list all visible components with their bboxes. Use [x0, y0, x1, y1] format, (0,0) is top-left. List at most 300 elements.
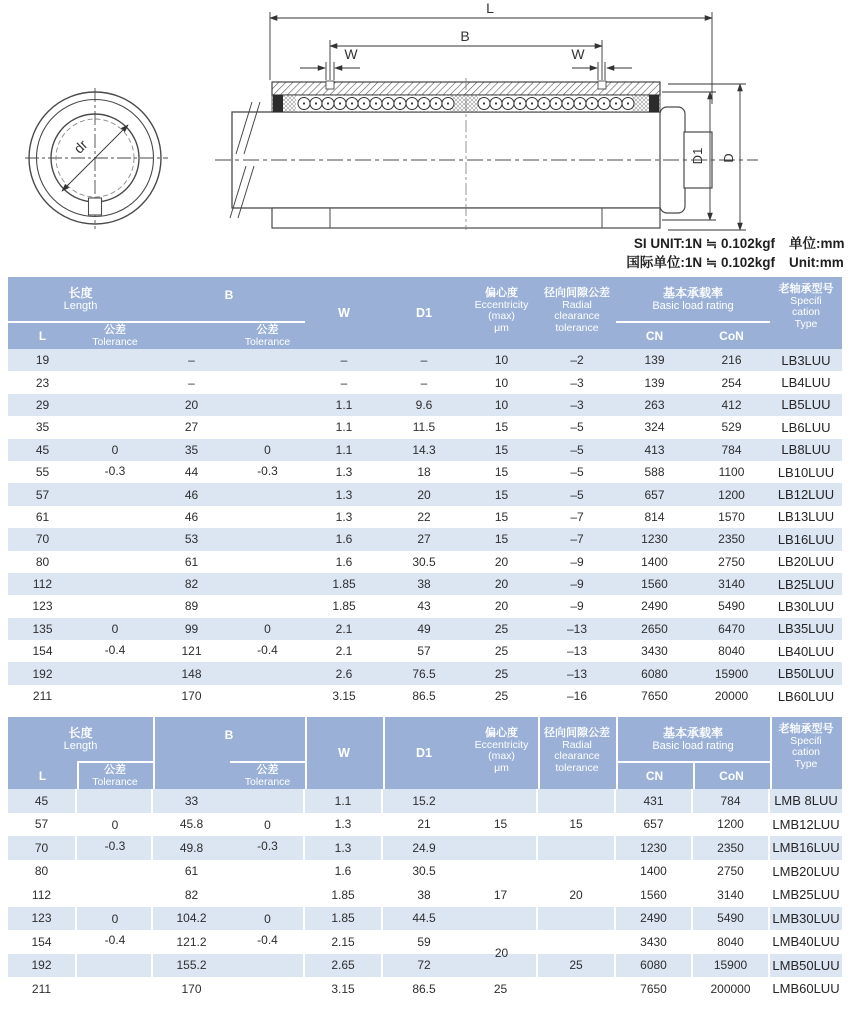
cell-l-tolerance — [77, 394, 153, 416]
cell-b: 82 — [184, 577, 199, 592]
cell-type: LB4LUU — [781, 375, 831, 391]
cell-d1: 30.5 — [412, 864, 436, 879]
cell-w: 1.1 — [335, 397, 353, 412]
cell-b-tolerance — [230, 662, 305, 684]
ball-center-dot — [495, 102, 497, 104]
cell-radial-clearance: –3 — [570, 397, 584, 412]
cell-b: 82 — [184, 887, 199, 902]
cell-l: 211 — [8, 977, 77, 1001]
header-divider — [77, 761, 79, 789]
cell-l: 19 — [35, 353, 50, 368]
cell-b: 121 — [181, 644, 202, 659]
cell-w: 2.15 — [305, 930, 383, 954]
cell-con: 784 — [721, 442, 742, 457]
header-divider — [616, 717, 618, 789]
header-b: B — [224, 728, 234, 742]
cell-l: 154 — [8, 930, 77, 954]
header-con: CoN — [719, 769, 744, 783]
header-l-tolerance: 公差 Tolerance — [92, 764, 138, 788]
cell-b: 148 — [181, 666, 202, 681]
ball-center-dot — [303, 102, 305, 104]
header-con: CoN — [719, 329, 744, 343]
header-eccentricity: 偏心度 Eccentricity (max) μm — [474, 727, 529, 774]
cell-eccentricity: 25 — [494, 644, 509, 659]
cell-b: 99 — [184, 621, 199, 636]
ball-center-dot — [411, 102, 413, 104]
cell-w: 1.1 — [305, 789, 383, 813]
cell-con: 1100 — [718, 465, 745, 480]
ball-center-dot — [627, 102, 629, 104]
cell-w: 3.15 — [305, 977, 383, 1001]
cell-l: 57 — [8, 813, 77, 837]
cell-w: 2.1 — [335, 621, 353, 636]
cell-con: 5490 — [718, 599, 745, 614]
cell-con: 8040 — [718, 644, 745, 659]
table-row — [8, 954, 842, 978]
cell-d1: 24.9 — [412, 840, 436, 855]
cell-b: – — [188, 353, 195, 368]
cell-w: 1.6 — [335, 532, 353, 547]
cell-d1: 20 — [417, 487, 431, 502]
table-row — [8, 528, 842, 550]
table-row — [8, 506, 842, 528]
cell-l-tolerance — [77, 954, 153, 978]
header-l-tolerance: 公差 Tolerance — [92, 324, 138, 348]
cell-b: 33 — [184, 793, 199, 808]
cell-con: 2750 — [718, 554, 745, 569]
dimension-d1-label: D1 — [690, 147, 705, 165]
cell-eccentricity: 25 — [465, 977, 538, 1001]
cell-cn: 3430 — [616, 930, 693, 954]
header-divider — [305, 717, 307, 789]
table-row — [8, 595, 842, 617]
cell-cn: 657 — [616, 813, 693, 837]
cell-cn: 2490 — [641, 599, 668, 614]
cell-d1: – — [420, 353, 428, 368]
dimension-b — [330, 40, 602, 80]
cell-type: LB5LUU — [781, 397, 831, 413]
cell-w: 2.1 — [335, 644, 353, 659]
cell-w: 1.85 — [305, 883, 383, 907]
intl-unit-mm: Unit:mm — [789, 255, 844, 270]
cell-cn: 1560 — [641, 577, 668, 592]
cell-b: 61 — [184, 864, 199, 879]
cell-eccentricity: 25 — [494, 621, 509, 636]
cell-type: LB8LUU — [781, 442, 831, 458]
cell-type: LMB 8LUU — [774, 793, 838, 809]
cell-eccentricity: 20 — [494, 577, 509, 592]
cell-b-tolerance — [230, 883, 305, 907]
cell-con: 1200 — [693, 813, 770, 837]
cell-l: 80 — [35, 554, 50, 569]
cell-eccentricity: 20 — [494, 554, 509, 569]
cell-radial-clearance: –7 — [570, 509, 584, 524]
retaining-ring-notch-left — [326, 81, 334, 89]
cell-cn: 2650 — [641, 621, 668, 636]
cell-d1: 15.2 — [412, 793, 436, 808]
cell-b-tolerance — [230, 551, 305, 573]
cell-cn: 7650 — [616, 977, 693, 1001]
cell-b: 49.8 — [179, 840, 204, 855]
cell-cn: 6080 — [616, 954, 693, 978]
cell-b: 61 — [184, 554, 199, 569]
cell-radial-clearance: –13 — [566, 644, 588, 659]
cell-w: 1.3 — [305, 813, 383, 837]
cell-d1: 22 — [417, 509, 431, 524]
dimension-d-label: D — [721, 153, 736, 163]
cell-l: 192 — [32, 666, 53, 681]
cell-eccentricity: 15 — [494, 420, 509, 435]
cell-eccentricity: 15 — [465, 813, 538, 837]
ball-center-dot — [519, 102, 521, 104]
cell-con: 5490 — [693, 907, 770, 931]
cell-con: 3140 — [718, 577, 745, 592]
cell-w: 3.15 — [332, 689, 356, 704]
cell-radial-clearance — [538, 789, 616, 813]
cell-eccentricity: 20 — [494, 599, 509, 614]
cell-b: – — [188, 375, 195, 390]
cell-b: 46 — [184, 487, 199, 502]
ball-center-dot — [423, 102, 425, 104]
cell-b-tolerance — [230, 394, 305, 416]
cell-eccentricity: 15 — [494, 442, 509, 457]
cell-d1: 38 — [417, 887, 431, 902]
ball-center-dot — [507, 102, 509, 104]
ball-center-dot — [567, 102, 569, 104]
cell-cn: 139 — [644, 375, 665, 390]
cell-type: LB13LUU — [777, 509, 835, 525]
cell-d1: 38 — [417, 577, 431, 592]
dimension-l-label: L — [486, 0, 494, 16]
cell-type: LB10LUU — [777, 464, 835, 480]
cell-w: 1.3 — [335, 465, 353, 480]
cell-l-tolerance — [77, 595, 153, 617]
cell-b-tolerance — [230, 595, 305, 617]
cell-cn: 3430 — [641, 644, 668, 659]
cell-b: 35 — [184, 442, 199, 457]
cell-cn: 2490 — [616, 907, 693, 931]
header-load-rating: 基本承载率 Basic load rating — [652, 286, 734, 312]
cell-con: 2350 — [693, 836, 770, 860]
cell-eccentricity — [465, 836, 538, 860]
cell-type: LMB30LUU — [772, 910, 840, 926]
table-row — [8, 685, 842, 707]
header-cn: CN — [645, 329, 664, 343]
cell-con: 784 — [693, 789, 770, 813]
cell-radial-clearance: –3 — [570, 375, 584, 390]
header-l: L — [38, 769, 47, 783]
header-radial-clearance: 径向间隙公差 Radial clearance tolerance — [544, 727, 610, 774]
cell-l: 112 — [8, 883, 77, 907]
tolerance-value: 0 -0.4 — [104, 912, 126, 947]
lb-table — [8, 277, 842, 707]
si-unit-mm: 单位:mm — [789, 236, 845, 251]
cell-l: 123 — [8, 907, 77, 931]
cell-l: 192 — [8, 954, 77, 978]
cell-cn: 1400 — [641, 554, 668, 569]
table-row — [8, 573, 842, 595]
cell-cn: 1230 — [641, 532, 668, 547]
cell-radial-clearance: –13 — [566, 666, 588, 681]
cell-type: LB3LUU — [781, 352, 831, 368]
header-w: W — [338, 746, 350, 760]
cell-w: 1.6 — [335, 554, 353, 569]
cell-cn: 431 — [616, 789, 693, 813]
header-b-tolerance: 公差 Tolerance — [244, 324, 291, 348]
cell-b: 20 — [184, 397, 199, 412]
cell-eccentricity — [465, 860, 538, 884]
cell-type: LMB40LUU — [772, 934, 840, 950]
cell-w: – — [340, 353, 348, 368]
cell-eccentricity: 25 — [494, 689, 509, 704]
cell-l: 55 — [35, 465, 50, 480]
ball-center-dot — [447, 102, 449, 104]
cell-d1: 86.5 — [412, 981, 436, 996]
unit-note-intl — [626, 253, 845, 272]
cell-con: 15900 — [714, 666, 749, 681]
cell-w: – — [340, 375, 348, 390]
cell-type: LB6LUU — [781, 419, 831, 435]
ball-center-dot — [531, 102, 533, 104]
cell-radial-clearance: –2 — [570, 353, 584, 368]
cell-l-tolerance — [77, 528, 153, 550]
seal-left — [273, 95, 283, 112]
ball-center-dot — [363, 102, 365, 104]
cell-b-tolerance — [230, 860, 305, 884]
cell-l: 23 — [35, 375, 50, 390]
dr-label: dr — [70, 136, 91, 157]
cell-l: 61 — [35, 509, 50, 524]
cell-radial-clearance — [538, 977, 616, 1001]
cell-w: 1.3 — [335, 487, 353, 502]
header-type: 老轴承型号 Specifi cation Type — [778, 723, 834, 770]
cell-radial-clearance — [538, 930, 616, 954]
cell-eccentricity: 15 — [494, 487, 509, 502]
tolerance-value: 0 -0.4 — [257, 912, 278, 947]
table-row — [8, 789, 842, 813]
cell-radial-clearance: 15 — [538, 813, 616, 837]
cell-b: 104.2 — [176, 911, 207, 926]
eccentricity-merged-value: 20 — [494, 946, 509, 960]
header-cn: CN — [645, 769, 664, 783]
cell-eccentricity: 15 — [494, 532, 509, 547]
cell-type: LB50LUU — [777, 666, 835, 682]
cell-w: 1.3 — [335, 509, 353, 524]
keyway-notch — [89, 198, 102, 215]
cell-l-tolerance — [77, 371, 153, 393]
cell-radial-clearance: –9 — [570, 599, 584, 614]
cell-b: 170 — [181, 981, 202, 996]
table-row — [8, 483, 842, 505]
cell-con: 529 — [721, 420, 742, 435]
cell-type: LMB50LUU — [772, 957, 840, 973]
table-row — [8, 860, 842, 884]
table-row — [8, 662, 842, 684]
cell-cn: 814 — [644, 509, 665, 524]
cell-eccentricity — [465, 907, 538, 931]
cell-radial-clearance: –5 — [570, 420, 584, 435]
seal-right — [649, 95, 659, 112]
cell-eccentricity: 10 — [494, 353, 509, 368]
ball-center-dot — [327, 102, 329, 104]
header-b-tolerance: 公差 Tolerance — [244, 764, 291, 788]
cell-con: 3140 — [693, 883, 770, 907]
header-divider — [538, 717, 540, 789]
cell-cn: 139 — [644, 353, 665, 368]
cell-cn: 6080 — [641, 666, 668, 681]
ball-center-dot — [591, 102, 593, 104]
cell-radial-clearance: –5 — [570, 442, 584, 457]
cell-d1: 11.5 — [412, 420, 436, 435]
cell-w: 1.1 — [335, 420, 353, 435]
lmb-table — [8, 717, 842, 1001]
cell-d1: 30.5 — [412, 554, 436, 569]
header-type: 老轴承型号 Specifi cation Type — [778, 283, 834, 330]
cell-con: 412 — [721, 397, 742, 412]
cell-l-tolerance — [77, 416, 153, 438]
cell-d1: 43 — [417, 599, 431, 614]
cell-radial-clearance — [538, 907, 616, 931]
cell-con: 200000 — [693, 977, 770, 1001]
intl-unit-text: 国际单位:1N ≒ 0.102kgf — [626, 255, 775, 270]
cell-eccentricity: 17 — [465, 883, 538, 907]
cell-type: LMB25LUU — [772, 887, 840, 903]
ball-center-dot — [603, 102, 605, 104]
cell-eccentricity: 25 — [494, 666, 509, 681]
section-view — [215, 0, 758, 230]
table-row — [8, 416, 842, 438]
cell-radial-clearance: –9 — [570, 577, 584, 592]
cell-l-tolerance — [77, 977, 153, 1001]
cell-d1: 44.5 — [412, 911, 436, 926]
cell-d1: 14.3 — [412, 442, 436, 457]
cell-cn: 588 — [644, 465, 665, 480]
tolerance-value: 0 -0.3 — [257, 443, 278, 478]
cell-type: LB60LUU — [777, 688, 835, 704]
cell-l-tolerance — [77, 551, 153, 573]
lmb-table-header — [8, 717, 842, 789]
cell-l: 154 — [32, 644, 53, 659]
cell-eccentricity — [465, 789, 538, 813]
table-row — [8, 977, 842, 1001]
cell-cn: 1230 — [616, 836, 693, 860]
cell-con: 1570 — [718, 509, 745, 524]
cell-d1: 9.6 — [415, 397, 433, 412]
ball-center-dot — [375, 102, 377, 104]
table-row — [8, 883, 842, 907]
ball-center-dot — [543, 102, 545, 104]
cell-con: 15900 — [693, 954, 770, 978]
header-divider — [383, 717, 385, 789]
cell-b: 27 — [184, 420, 199, 435]
cell-d1: 21 — [417, 817, 431, 832]
cell-b: 89 — [184, 599, 199, 614]
header-divider — [153, 717, 155, 789]
cell-l-tolerance — [77, 685, 153, 707]
cell-b-tolerance — [230, 977, 305, 1001]
table-row — [8, 551, 842, 573]
cell-d1: 27 — [417, 532, 431, 547]
cell-cn: 1400 — [616, 860, 693, 884]
table-row — [8, 349, 842, 371]
unit-note-si — [626, 234, 845, 253]
cell-b-tolerance — [230, 483, 305, 505]
ball-center-dot — [387, 102, 389, 104]
cell-cn: 1560 — [616, 883, 693, 907]
table-row — [8, 371, 842, 393]
cell-type: LB35LUU — [777, 621, 835, 637]
cell-w: 1.85 — [332, 577, 356, 592]
ball-center-dot — [399, 102, 401, 104]
cell-l-tolerance — [77, 789, 153, 813]
cell-l: 211 — [32, 689, 53, 704]
cell-b: 53 — [184, 532, 199, 547]
cell-b: 121.2 — [176, 934, 207, 949]
cell-l: 80 — [8, 860, 77, 884]
cell-d1: 49 — [417, 621, 431, 636]
cell-l: 45 — [8, 789, 77, 813]
cell-w: 1.3 — [305, 836, 383, 860]
cell-cn: 413 — [644, 442, 665, 457]
header-eccentricity: 偏心度 Eccentricity (max) μm — [474, 287, 529, 334]
cell-l-tolerance — [77, 573, 153, 595]
ball-center-dot — [351, 102, 353, 104]
cell-b-tolerance — [230, 573, 305, 595]
cell-type: LB12LUU — [777, 487, 835, 503]
cell-con: 8040 — [693, 930, 770, 954]
table-row — [8, 394, 842, 416]
cell-l: 135 — [32, 621, 53, 636]
cell-l-tolerance — [77, 483, 153, 505]
cell-con: 216 — [721, 353, 742, 368]
tolerance-value: 0 -0.3 — [257, 818, 278, 853]
cell-b-tolerance — [230, 685, 305, 707]
cell-w: 1.6 — [305, 860, 383, 884]
dimension-w-left-label: W — [344, 46, 358, 62]
retaining-ring-notch-right — [598, 81, 606, 89]
cell-con: 1200 — [718, 487, 745, 502]
lb-table-header — [8, 277, 842, 349]
cell-radial-clearance: –5 — [570, 465, 584, 480]
cell-l-tolerance — [77, 506, 153, 528]
ball-center-dot — [555, 102, 557, 104]
ball-center-dot — [483, 102, 485, 104]
ball-center-dot — [339, 102, 341, 104]
technical-drawing — [0, 0, 850, 232]
cell-l: 29 — [35, 397, 50, 412]
header-b: B — [224, 288, 234, 302]
header-d1: D1 — [416, 306, 432, 320]
cell-b: 46 — [184, 509, 199, 524]
cell-w: 2.6 — [335, 666, 353, 681]
cell-l-tolerance — [77, 860, 153, 884]
cell-d1: 18 — [417, 465, 431, 480]
cell-con: 2350 — [718, 532, 745, 547]
cell-eccentricity: 10 — [494, 397, 509, 412]
cell-b-tolerance — [230, 349, 305, 371]
cell-b: 170 — [181, 689, 202, 704]
ball-center-dot — [435, 102, 437, 104]
cell-l: 35 — [35, 420, 50, 435]
cell-cn: 324 — [644, 420, 665, 435]
cell-w: 1.1 — [335, 442, 353, 457]
cell-d1: 86.5 — [412, 689, 436, 704]
cell-l: 57 — [35, 487, 50, 502]
unit-notes — [626, 234, 845, 272]
cell-l: 112 — [32, 577, 53, 592]
cell-l: 45 — [35, 442, 50, 457]
cell-d1: 72 — [417, 958, 431, 973]
